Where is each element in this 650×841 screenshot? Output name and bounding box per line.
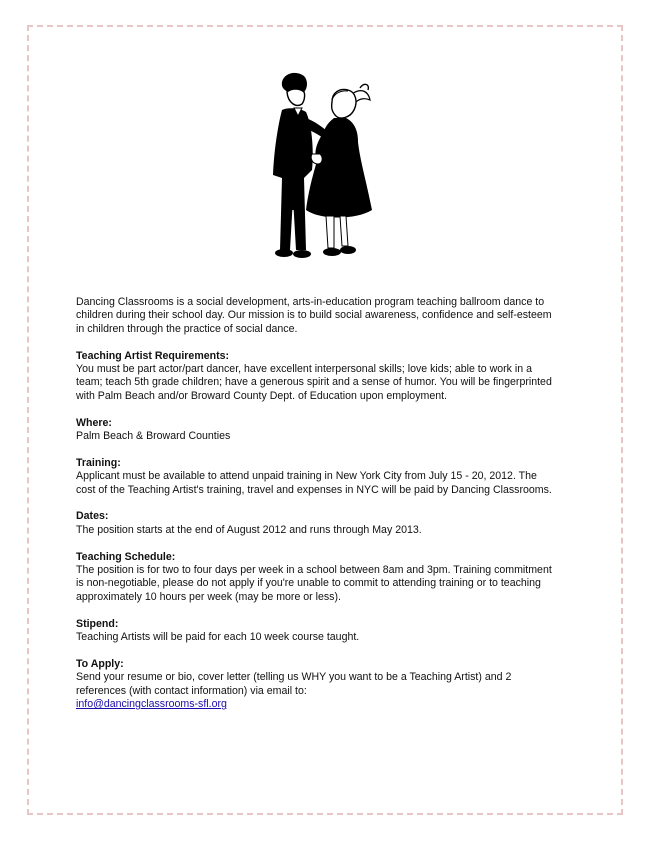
- where-section: [76, 417, 554, 444]
- requirements-text: You must be part actor/part dancer, have excellent interpersonal skills; love kids; able to work in a team; teach 5th grade children; have a generous spirit and a sense of humor. You will be fingerprinted with Palm Beach and/or Broward County Dept. of Education upon employment.: [76, 363, 552, 402]
- training-text: Applicant must be available to attend unpaid training in New York City from July 15 - 20, 2012. The cost of the Teaching Artist's training, travel and expenses in NYC will be paid by Dancing Classrooms.: [76, 470, 552, 496]
- apply-section: [76, 658, 554, 712]
- schedule-text: The position is for two to four days per week in a school between 8am and 3pm. Training commitment is non-negotiable, please do not apply if you're unable to commit to attending training or to teaching approximately 10 hours per week (may be more or less).: [76, 564, 552, 603]
- apply-text: Send your resume or bio, cover letter (telling us WHY you want to be a Teaching Artist) and 2 references (with contact information) via email to:: [76, 671, 512, 697]
- where-text: Palm Beach & Broward Counties: [76, 430, 231, 443]
- apply-heading: To Apply:: [76, 657, 124, 670]
- stipend-text: Teaching Artists will be paid for each 10 week course taught.: [76, 631, 360, 644]
- training-section: [76, 457, 554, 497]
- training-heading: Training:: [76, 456, 121, 469]
- schedule-section: [76, 551, 554, 605]
- dates-text: The position starts at the end of August 2012 and runs through May 2013.: [76, 523, 422, 536]
- email-link[interactable]: info@dancingclassrooms-sfl.org: [76, 698, 227, 711]
- requirements-section: [76, 350, 554, 404]
- document-body: [76, 296, 554, 711]
- dates-heading: Dates:: [76, 510, 109, 523]
- dancing-couple-illustration: [260, 70, 395, 275]
- requirements-heading: Teaching Artist Requirements:: [76, 349, 230, 362]
- stipend-section: [76, 618, 554, 645]
- dates-section: [76, 510, 554, 537]
- schedule-heading: Teaching Schedule:: [76, 550, 176, 563]
- where-heading: Where:: [76, 416, 112, 429]
- intro-paragraph: Dancing Classrooms is a social development, arts-in-education program teaching ballroom dance to children during their school day. Our mission is to build social awareness, confidence and self-esteem in children through the practice of social dance.: [76, 296, 552, 335]
- stipend-heading: Stipend:: [76, 617, 119, 630]
- girl-figure: [306, 84, 372, 256]
